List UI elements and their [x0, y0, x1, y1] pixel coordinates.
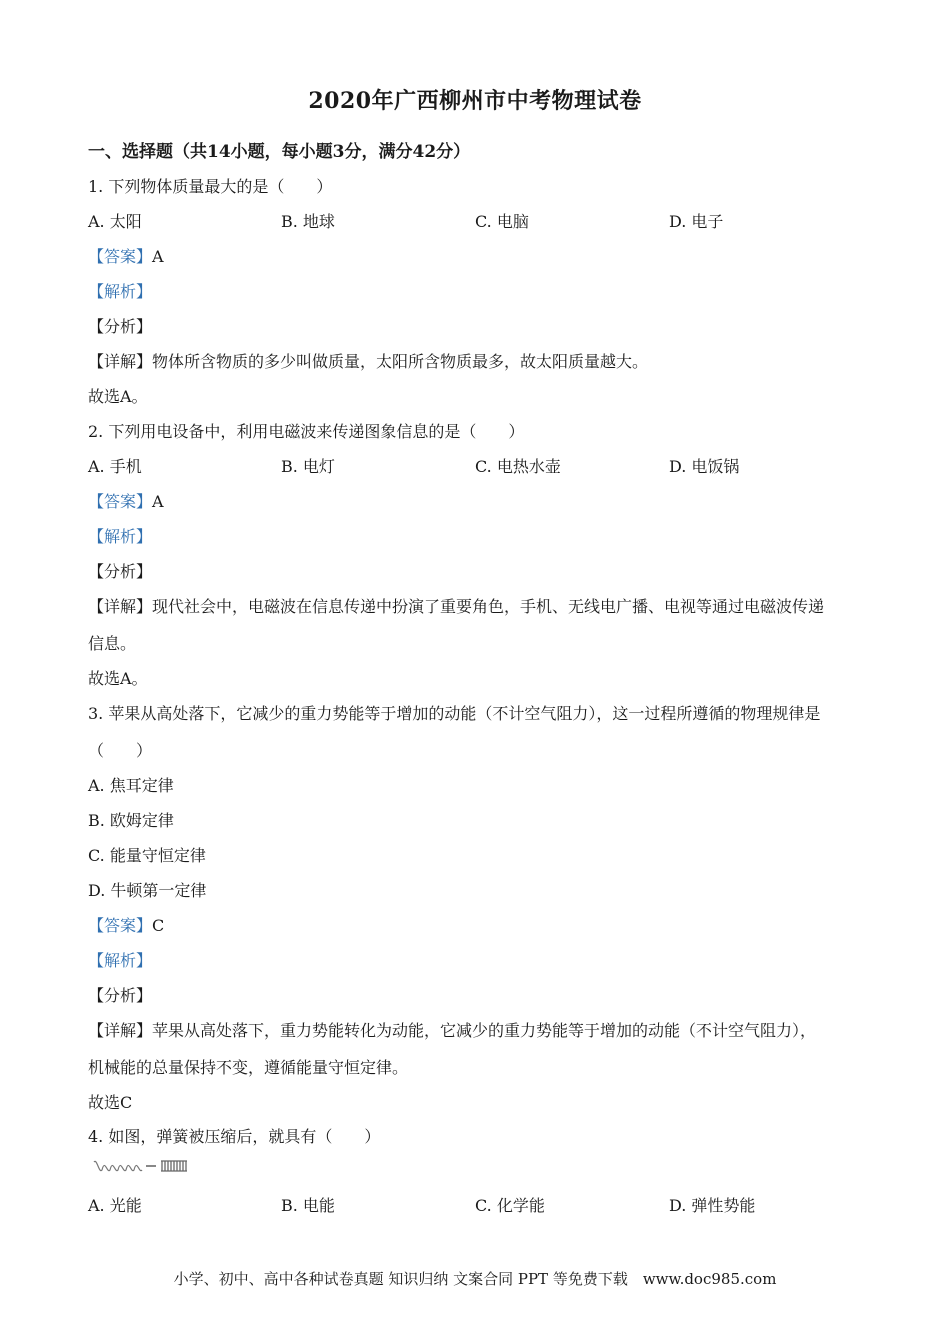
q2-fenxi: 【分析】 [88, 562, 153, 581]
q3-option-b: B. 欧姆定律 [88, 811, 174, 830]
q1-jiexi: 【解析】 [88, 282, 153, 301]
q1-detail: 【详解】物体所含物质的多少叫做质量，太阳所含物质最多，故太阳质量越大。 [88, 352, 649, 371]
q3-detail-line1: 【详解】苹果从高处落下，重力势能转化为动能，它减少的重力势能等于增加的动能（不计空气阻力）， [88, 1021, 817, 1040]
q4-option-c: C. 化学能 [475, 1196, 545, 1215]
q2-option-a: A. 手机 [88, 457, 142, 476]
answer-tag: 【答案】 [88, 247, 153, 266]
answer-value: C [152, 916, 165, 935]
q1-stem: 1. 下列物体质量最大的是（ ） [88, 177, 333, 196]
section-heading: 一、选择题（共14小题，每小题3分，满分42分） [88, 142, 471, 162]
q3-conclusion: 故选C [88, 1093, 133, 1112]
q1-option-d: D. 电子 [669, 212, 724, 231]
q3-jiexi: 【解析】 [88, 951, 153, 970]
answer-tag: 【答案】 [88, 916, 153, 935]
page-title: 2020年广西柳州市中考物理试卷 [308, 88, 642, 114]
compressed-spring-figure [92, 1158, 192, 1178]
q3-option-c: C. 能量守恒定律 [88, 846, 206, 865]
q3-answer [88, 915, 164, 937]
q1-option-c: C. 电脑 [475, 212, 529, 231]
q4-option-a: A. 光能 [88, 1196, 142, 1215]
q2-option-d: D. 电饭锅 [669, 457, 740, 476]
q1-option-a: A. 太阳 [88, 212, 142, 231]
q4-option-d: D. 弹性势能 [669, 1196, 756, 1215]
q2-option-b: B. 电灯 [281, 457, 335, 476]
q2-answer [88, 491, 164, 513]
answer-tag: 【答案】 [88, 492, 153, 511]
q2-detail-line1: 【详解】现代社会中，电磁波在信息传递中扮演了重要角色，手机、无线电广播、电视等通过电磁波传递 [88, 597, 825, 616]
q2-jiexi: 【解析】 [88, 527, 153, 546]
q3-option-d: D. 牛顿第一定律 [88, 881, 207, 900]
q4-option-b: B. 电能 [281, 1196, 335, 1215]
q4-stem: 4. 如图，弹簧被压缩后，就具有（ ） [88, 1127, 381, 1146]
q3-fenxi: 【分析】 [88, 986, 153, 1005]
q3-stem-line2: （ ） [88, 741, 153, 760]
q1-conclusion: 故选A。 [88, 387, 148, 406]
q2-conclusion: 故选A。 [88, 669, 148, 688]
page-footer: 小学、初中、高中各种试卷真题 知识归纳 文案合同 PPT 等免费下载 www.doc985.com [173, 1270, 777, 1288]
q2-stem: 2. 下列用电设备中，利用电磁波来传递图象信息的是（ ） [88, 422, 525, 441]
q1-answer [88, 246, 164, 268]
q3-detail-line2: 机械能的总量保持不变，遵循能量守恒定律。 [88, 1058, 409, 1077]
answer-value: A [152, 492, 164, 511]
q2-option-c: C. 电热水壶 [475, 457, 561, 476]
q2-detail-line2: 信息。 [88, 634, 137, 653]
q1-fenxi: 【分析】 [88, 317, 153, 336]
q3-stem-line1: 3. 苹果从高处落下，它减少的重力势能等于增加的动能（不计空气阻力），这一过程所遵循的物理规律是 [88, 704, 821, 723]
q3-option-a: A. 焦耳定律 [88, 776, 174, 795]
q1-option-b: B. 地球 [281, 212, 335, 231]
answer-value: A [152, 247, 164, 266]
